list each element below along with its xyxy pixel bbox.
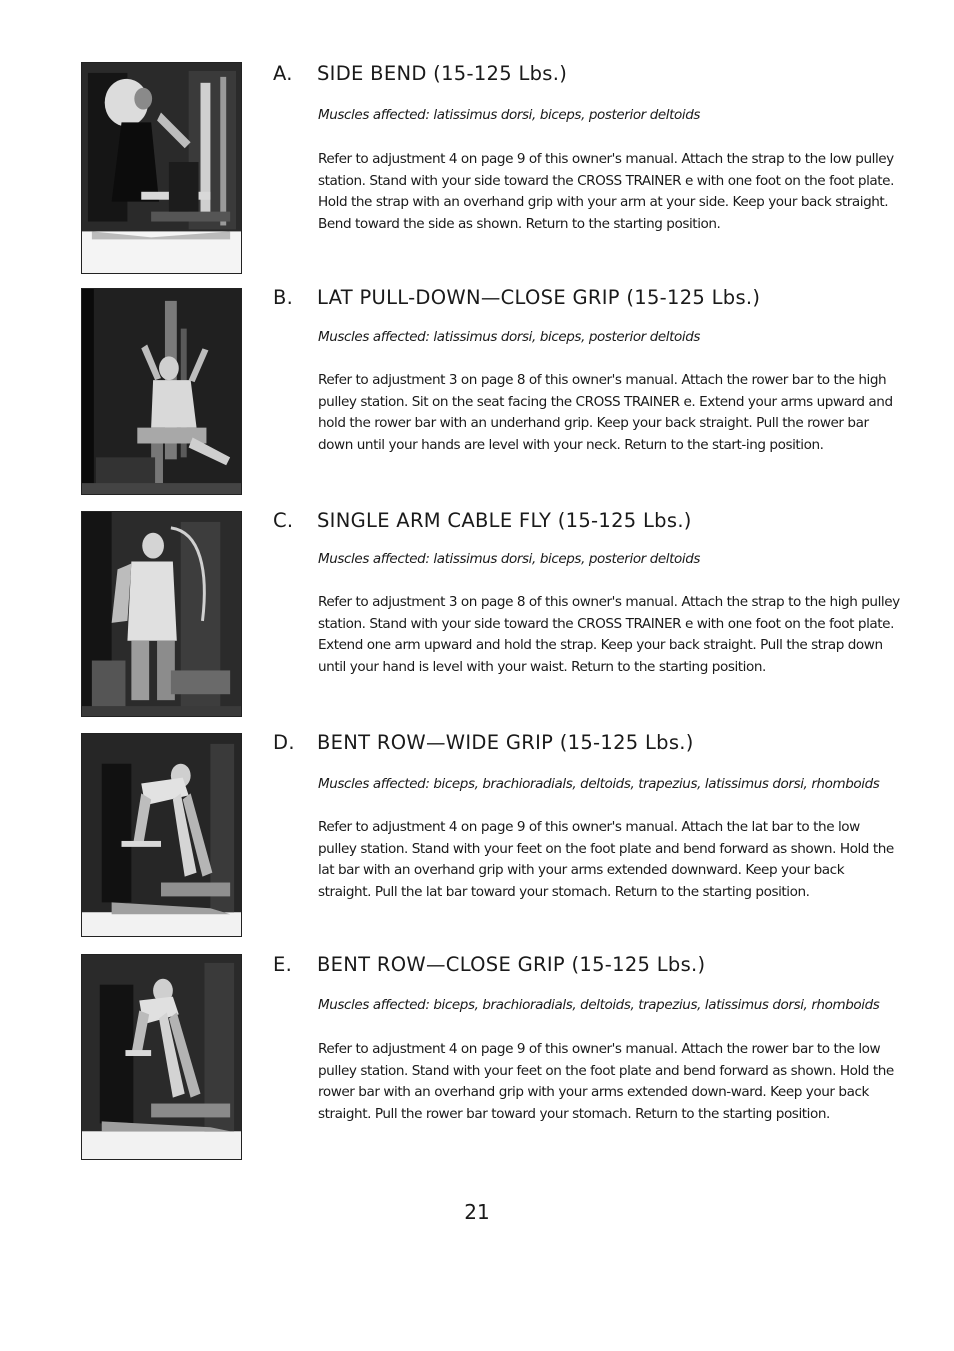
muscles-affected: Muscles affected: latissimus dorsi, biceps, posterior deltoids (318, 551, 701, 567)
exercise-letter: E. (273, 953, 293, 976)
exercise-instructions: Refer to adjustment 4 on page 9 of this owner's manual. Attach the strap to the low pulley station. Stand with your side toward the CROSS TRAINER e with one foot on the foot plate. Hold the strap with an overhand grip with your arm at your side. Keep your back straight. Bend toward the side as shown. Return to the starting position. (318, 151, 894, 232)
exercise-heading (273, 286, 760, 309)
exercise-heading (273, 731, 694, 754)
exercise-heading (273, 62, 567, 85)
exercise-instructions: Refer to adjustment 4 on page 9 of this owner's manual. Attach the lat bar to the low pulley station. Stand with your feet on the foot plate and bend forward as shown. Hold the lat bar with an overhand grip with your arms extended downward. Keep your back straight. Pull the lat bar toward your stomach. Return to the starting position. (318, 819, 894, 900)
exercise-title: LAT PULL-DOWN—CLOSE GRIP (15-125 Lbs.) (317, 286, 761, 309)
exercise-instructions: Refer to adjustment 3 on page 8 of this owner's manual. Attach the strap to the high pulley station. Stand with your side toward the CROSS TRAINER e with one foot on the foot plate. Extend one arm upward and hold the strap. Keep your back straight. Pull the strap down until your hand is level with your waist. Return to the starting position. (318, 594, 900, 675)
exercise-title: BENT ROW—CLOSE GRIP (15-125 Lbs.) (317, 953, 706, 976)
muscles-affected: Muscles affected: latissimus dorsi, biceps, posterior deltoids (318, 329, 701, 345)
exercise-letter: B. (273, 286, 294, 309)
exercise-photo (81, 62, 242, 274)
exercise-photo (81, 511, 242, 717)
exercise-photo (81, 954, 242, 1160)
exercise-heading (273, 509, 692, 532)
page-number: 21 (464, 1200, 490, 1224)
exercise-title: SIDE BEND (15-125 Lbs.) (317, 62, 568, 85)
exercise-letter: C. (273, 509, 294, 532)
exercise-photo (81, 288, 242, 495)
exercise-letter: D. (273, 731, 295, 754)
exercise-heading (273, 953, 705, 976)
muscles-affected: Muscles affected: biceps, brachioradials, deltoids, trapezius, latissimus dorsi, rhomboids (318, 997, 880, 1013)
exercise-photo (81, 733, 242, 937)
exercise-instructions: Refer to adjustment 3 on page 8 of this owner's manual. Attach the rower bar to the high pulley station. Sit on the seat facing the CROSS TRAINER e. Extend your arms upward and hold the rower bar with an underhand grip. Keep your back straight. Pull the rower bar down until your hands are level with your neck. Return to the start-ing position. (318, 372, 893, 453)
muscles-affected: Muscles affected: latissimus dorsi, biceps, posterior deltoids (318, 107, 701, 123)
exercise-title: BENT ROW—WIDE GRIP (15-125 Lbs.) (317, 731, 694, 754)
exercise-letter: A. (273, 62, 293, 85)
muscles-affected: Muscles affected: biceps, brachioradials, deltoids, trapezius, latissimus dorsi, rhomboids (318, 776, 880, 792)
exercise-title: SINGLE ARM CABLE FLY (15-125 Lbs.) (317, 509, 692, 532)
exercise-instructions: Refer to adjustment 4 on page 9 of this owner's manual. Attach the rower bar to the low pulley station. Stand with your feet on the foot plate and bend forward as shown. Hold the rower bar with an overhand grip with your arms extended down-ward. Keep your back straight. Pull the rower bar toward your stomach. Return to the starting position. (318, 1041, 894, 1122)
